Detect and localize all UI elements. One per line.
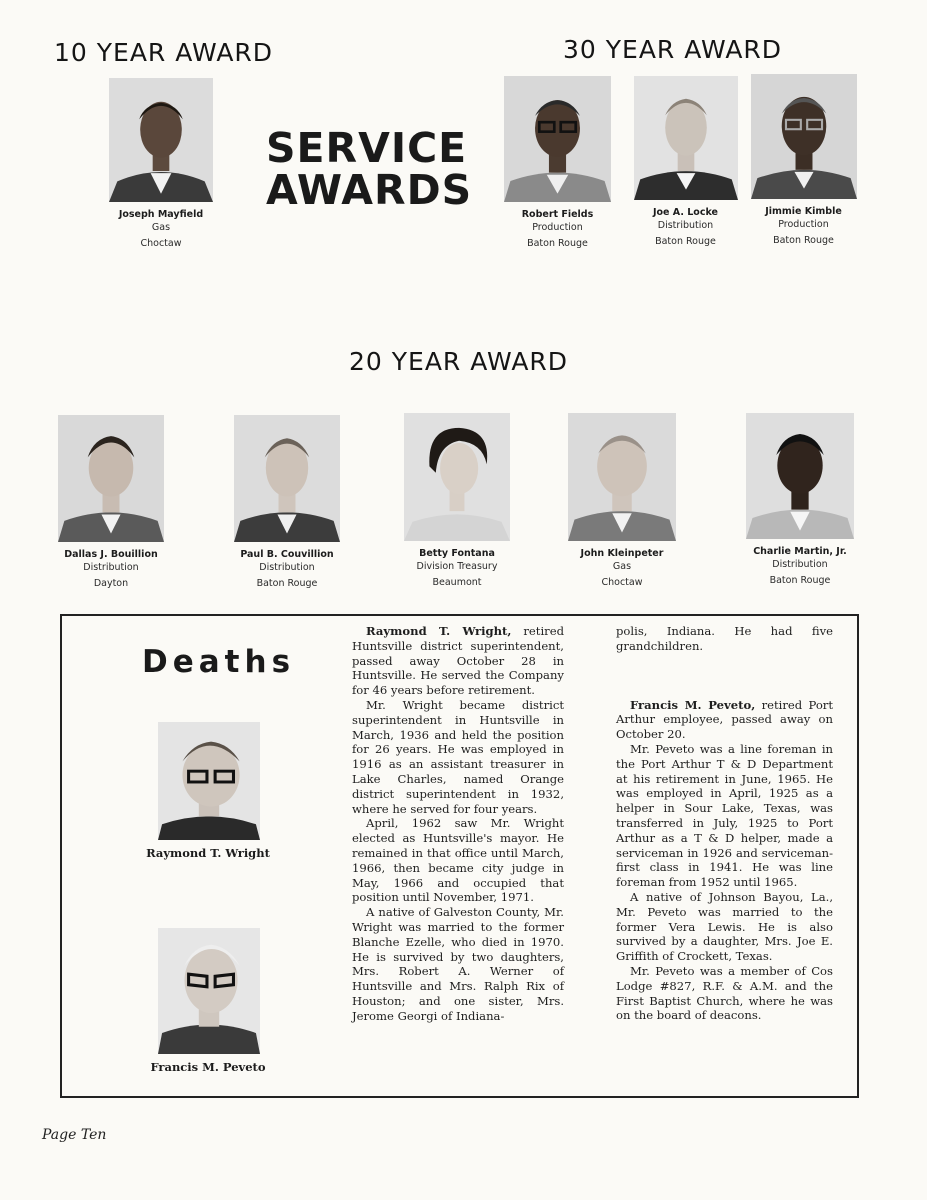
portrait-icon xyxy=(158,928,260,1054)
portrait-photo xyxy=(404,413,510,541)
award-person-card xyxy=(731,74,876,249)
obituary-photo-caption: Francis M. Peveto xyxy=(150,1060,266,1074)
person-location: Dayton xyxy=(93,578,129,589)
portrait-photo xyxy=(504,76,611,202)
page-title-line-2: AWARDS xyxy=(266,166,473,214)
obituary-paragraph xyxy=(616,698,833,742)
person-department: Division Treasury xyxy=(416,561,498,572)
obituary-paragraph: Mr. Peveto was a member of Cos Lodge #827, R.F. & A.M. and the First Baptist Church, where he was on the board of deacons. xyxy=(616,963,833,1023)
obituary-paragraph: Mr. Wright became district superintendent in Huntsville in March, 1936 and held the position for 26 years. He was employed in 1916 as an assistant treasurer in Lake Charles, named Orange district superintendent in 1932, where he served for four years. xyxy=(352,697,564,816)
obituary-peveto xyxy=(616,624,833,1023)
person-location: Choctaw xyxy=(140,238,182,249)
portrait-icon xyxy=(234,415,340,542)
portrait-icon xyxy=(746,413,854,539)
portrait-photo xyxy=(634,76,738,200)
portrait-photo xyxy=(751,74,857,199)
portrait-icon xyxy=(634,76,738,200)
person-department: Distribution xyxy=(657,220,714,231)
award-person-card xyxy=(730,413,870,589)
twenty-year-award-heading: 20 YEAR AWARD xyxy=(349,347,569,376)
person-department: Gas xyxy=(151,222,171,233)
person-name: Joseph Mayfield xyxy=(118,209,204,220)
person-location: Baton Rouge xyxy=(773,235,834,246)
person-department: Production xyxy=(532,222,583,233)
person-name: Joe A. Locke xyxy=(653,207,718,218)
portrait-icon xyxy=(109,78,213,202)
portrait-icon xyxy=(404,413,510,541)
person-name: Betty Fontana xyxy=(419,548,495,559)
portrait-photo xyxy=(568,413,676,541)
portrait-icon xyxy=(751,74,857,199)
page-title-line-1: SERVICE xyxy=(266,124,468,172)
ten-year-award-heading: 10 YEAR AWARD xyxy=(54,38,274,67)
obituary-photo xyxy=(158,928,260,1054)
portrait-photo xyxy=(746,413,854,539)
obituary-text: retired Huntsville district superintendent, passed away October 28 in Huntsville. He served the Company for 46 years before retirement. xyxy=(352,624,564,698)
obituary-paragraph: polis, Indiana. He had five grandchildren. xyxy=(616,624,833,653)
obituary-lead-name: Raymond T. Wright, xyxy=(366,624,512,638)
person-name: Robert Fields xyxy=(521,209,594,220)
person-name: Jimmie Kimble xyxy=(765,206,842,217)
person-name: Dallas J. Bouillion xyxy=(64,549,158,560)
award-person-card xyxy=(485,76,630,252)
person-location: Baton Rouge xyxy=(256,578,318,589)
portrait-icon xyxy=(504,76,611,202)
award-person-card xyxy=(86,78,236,252)
deaths-heading: Deaths xyxy=(142,644,296,680)
obituary-paragraph: April, 1962 saw Mr. Wright elected as Huntsville's mayor. He remained in that office until March, 1966, then became city judge in May, 1966 and occupied that position until November, 1971. xyxy=(352,816,564,905)
page-number: Page Ten xyxy=(42,1127,107,1143)
obituary-wright xyxy=(352,624,564,1024)
portrait-icon xyxy=(568,413,676,541)
person-department: Distribution xyxy=(83,562,139,573)
obituary-photo-caption: Raymond T. Wright xyxy=(146,846,270,860)
person-location: Choctaw xyxy=(601,577,643,588)
person-department: Gas xyxy=(612,561,632,572)
portrait-photo xyxy=(58,415,164,542)
award-person-card xyxy=(552,413,692,591)
deaths-section xyxy=(60,614,859,1098)
portrait-photo xyxy=(234,415,340,542)
portrait-icon xyxy=(158,722,260,840)
award-person-card xyxy=(217,415,357,592)
person-location: Baton Rouge xyxy=(527,238,588,249)
obituary-paragraph xyxy=(352,624,564,698)
obituary-text: retired Port Arthur employee, passed away on October 20. xyxy=(616,697,834,742)
person-department: Distribution xyxy=(772,559,828,570)
thirty-year-award-heading: 30 YEAR AWARD xyxy=(563,35,783,64)
person-name: Charlie Martin, Jr. xyxy=(753,546,847,557)
portrait-icon xyxy=(58,415,164,542)
obituary-paragraph: A native of Galveston County, Mr. Wright was married to the former Blanche Ezelle, who died in 1970. He is survived by two daughters, Mrs. Robert A. Werner of Huntsville and Mrs. Ralph Rix of Houston; and one sister, Mrs. Jerome Georgi of Indiana- xyxy=(352,905,564,1023)
person-location: Baton Rouge xyxy=(769,575,831,586)
person-name: Paul B. Couvillion xyxy=(240,549,334,560)
person-location: Beaumont xyxy=(432,577,482,588)
obituary-lead-name: Francis M. Peveto, xyxy=(630,697,756,712)
person-department: Production xyxy=(778,219,829,230)
obituary-paragraph: Mr. Peveto was a line foreman in the Port Arthur T & D Department at his retirement in June, 1965. He was employed in April, 1925 as a helper in Sour Lake, Texas, was transferred in July, 1925 to Port Arthur as a T & D helper, made a serviceman in 1926 and serviceman-first class in 1941. He was line foreman from 1952 until 1965. xyxy=(616,741,833,890)
award-person-card xyxy=(41,415,181,592)
person-location: Baton Rouge xyxy=(655,236,716,247)
obituary-paragraph: A native of Johnson Bayou, La., Mr. Peveto was married to the former Vera Lewis. He is also survived by a daughter, Mrs. Joe E. Griffith of Crockett, Texas. xyxy=(616,889,833,964)
portrait-photo xyxy=(109,78,213,202)
award-person-card xyxy=(387,413,527,591)
obituary-photo xyxy=(158,722,260,840)
person-name: John Kleinpeter xyxy=(580,548,664,559)
person-department: Distribution xyxy=(259,562,315,573)
page-title xyxy=(266,124,473,214)
